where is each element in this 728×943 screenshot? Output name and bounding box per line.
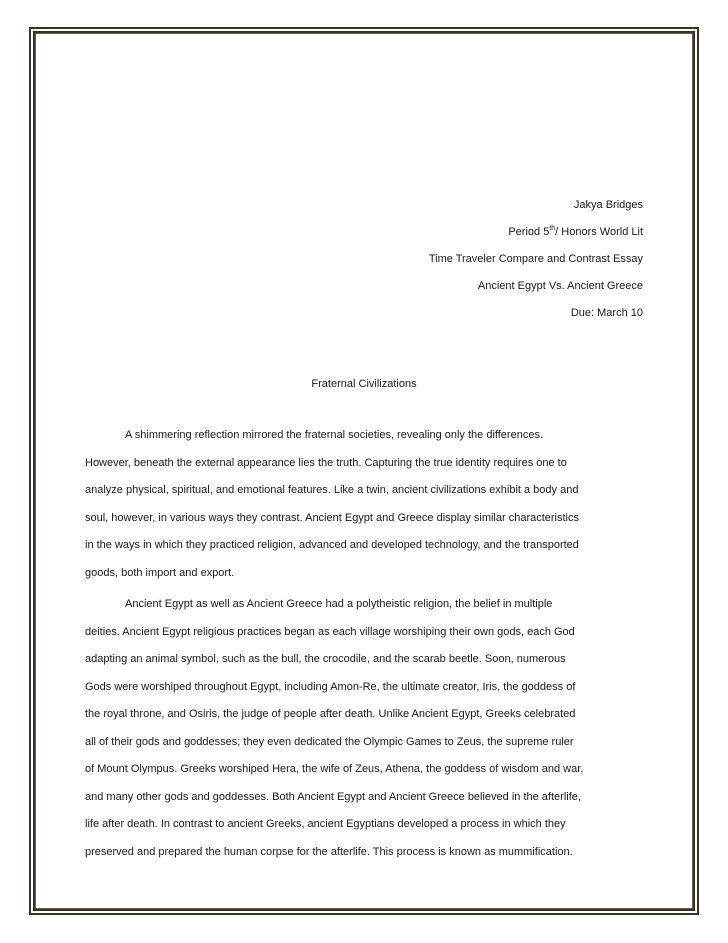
text-line: analyze physical, spiritual, and emotional features. Like a twin, ancient civilizations exhibit a body and: [85, 484, 579, 496]
author-name: Jakya Bridges: [573, 199, 643, 211]
text-line: A shimmering reflection mirrored the fraternal societies, revealing only the differences.: [125, 429, 543, 441]
text-line: adapting an animal symbol, such as the bull, the crocodile, and the scarab beetle. Soon, numerous: [85, 653, 566, 665]
period-superscript: th: [549, 225, 556, 232]
text-line: goods, both import and export.: [85, 566, 235, 579]
text-line: of Mount Olympus. Greeks worshiped Hera, the wife of Zeus, Athena, the goddess of wisdom and war,: [85, 763, 584, 775]
period-prefix: Period 5: [508, 226, 550, 238]
essay-title: Fraternal Civilizations: [311, 378, 417, 390]
essay-header: [429, 192, 643, 327]
text-line: the royal throne, and Osiris, the judge of people after death. Unlike Ancient Egypt, Greeks celebrated: [85, 708, 576, 720]
essay-body: [85, 422, 645, 866]
period-suffix: / Honors World Lit: [555, 226, 643, 238]
due-date: Due: March 10: [570, 307, 643, 319]
class-period: [429, 219, 643, 246]
paragraph-1: [85, 422, 645, 587]
text-line: all of their gods and goddesses; they even dedicated the Olympic Games to Zeus, the supreme ruler: [85, 735, 574, 748]
text-line: preserved and prepared the human corpse for the afterlife. This process is known as mummification.: [85, 845, 573, 858]
text-line: and many other gods and goddesses. Both Ancient Egypt and Ancient Greece believed in the afterlife,: [85, 790, 581, 803]
text-line: soul, however, in various ways they contrast. Ancient Egypt and Greece display similar characteristics: [85, 511, 580, 524]
text-line: However, beneath the external appearance lies the truth. Capturing the true identity requires one to: [85, 456, 567, 469]
essay-topic: Ancient Egypt Vs. Ancient Greece: [477, 280, 643, 292]
text-line: Ancient Egypt as well as Ancient Greece had a polytheistic religion, the belief in multiple: [125, 598, 553, 610]
text-line: deities. Ancient Egypt religious practices began as each village worshiping their own gods, each God: [85, 625, 575, 638]
text-line: life after death. In contrast to ancient Greeks, ancient Egyptians developed a process in which they: [85, 818, 566, 830]
assignment-name: Time Traveler Compare and Contrast Essay: [428, 253, 643, 265]
text-line: in the ways in which they practiced religion, advanced and developed technology, and the transported: [85, 539, 579, 551]
paragraph-2: [85, 591, 645, 866]
text-line: Gods were worshiped throughout Egypt, including Amon-Re, the ultimate creator, Iris, the goddess of: [85, 680, 576, 693]
